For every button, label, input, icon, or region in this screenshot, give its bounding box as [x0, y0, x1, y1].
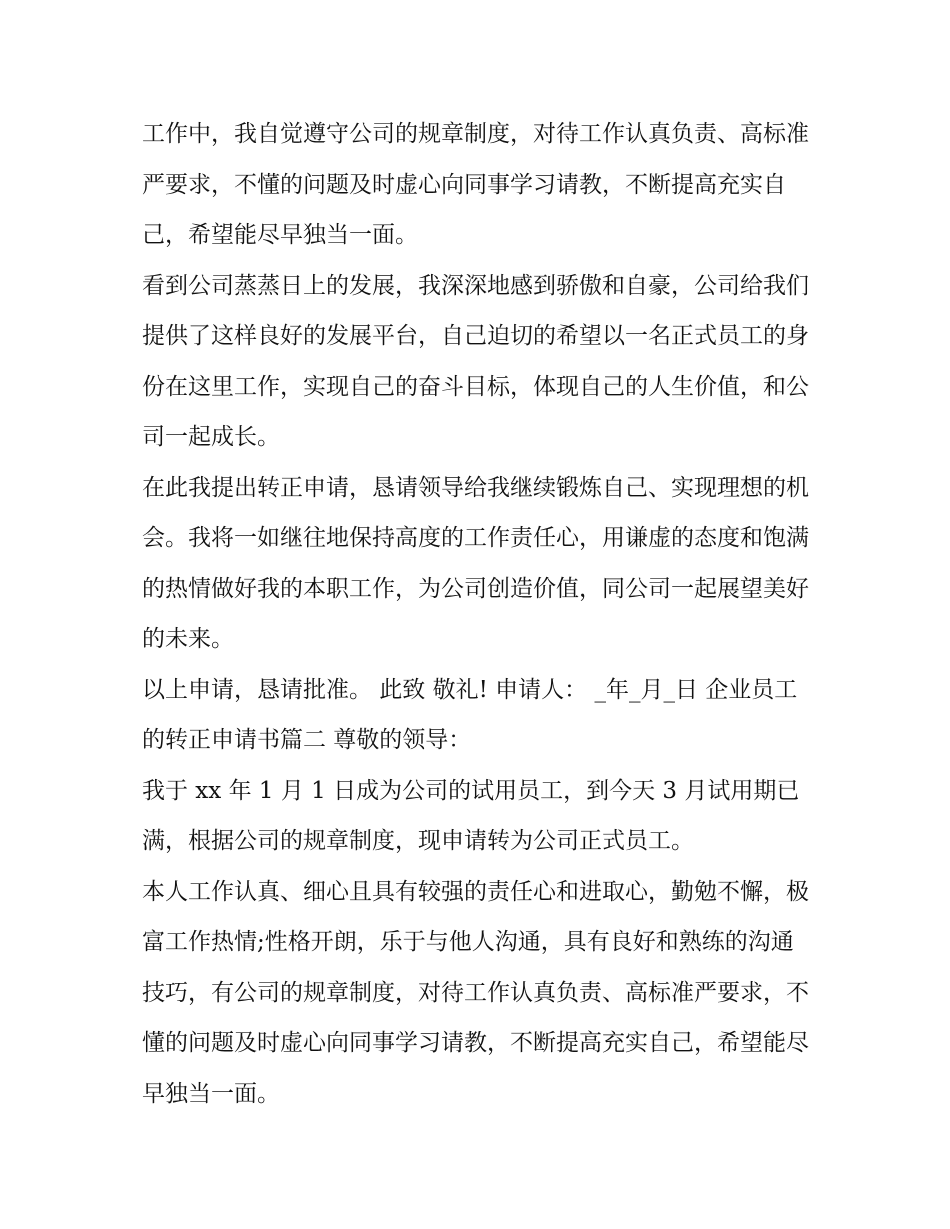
paragraph: 在此我提出转正申请，恳请领导给我继续锻炼自己、实现理想的机会。我将一如继往地保持高度的工作责任心，用谦虚的态度和饱满的热情做好我的本职工作，为公司创造价值，同公司一起展望美好的未来。 [142, 474, 809, 652]
paragraph: 我于 xx 年 1 月 1 日成为公司的试用员工，到今天 3 月试用期已满，根据公司的规章制度，现申请转为公司正式员工。 [142, 777, 800, 854]
paragraph: 以上申请，恳请批准。 此致 敬礼! 申请人： _年_月_日 企业员工的转正申请书篇二 尊敬的领导： [142, 676, 798, 753]
paragraph: 看到公司蒸蒸日上的发展，我深深地感到骄傲和自豪，公司给我们提供了这样良好的发展平台，自己迫切的希望以一名正式员工的身份在这里工作，实现自己的奋斗目标，体现自己的人生价值，和公司一起成长。 [142, 272, 809, 450]
paragraph: 工作中，我自觉遵守公司的规章制度，对待工作认真负责、高标准严要求，不懂的问题及时虚心向同事学习请教，不断提高充实自己，希望能尽早独当一面。 [142, 121, 809, 248]
paragraph: 本人工作认真、细心且具有较强的责任心和进取心，勤勉不懈，极富工作热情;性格开朗，乐于与他人沟通，具有良好和熟练的沟通技巧，有公司的规章制度，对待工作认真负责、高标准严要求，不懂的问题及时虚心向同事学习请教，不断提高充实自己，希望能尽早独当一面。 [142, 878, 809, 1107]
document-body [142, 109, 814, 1119]
